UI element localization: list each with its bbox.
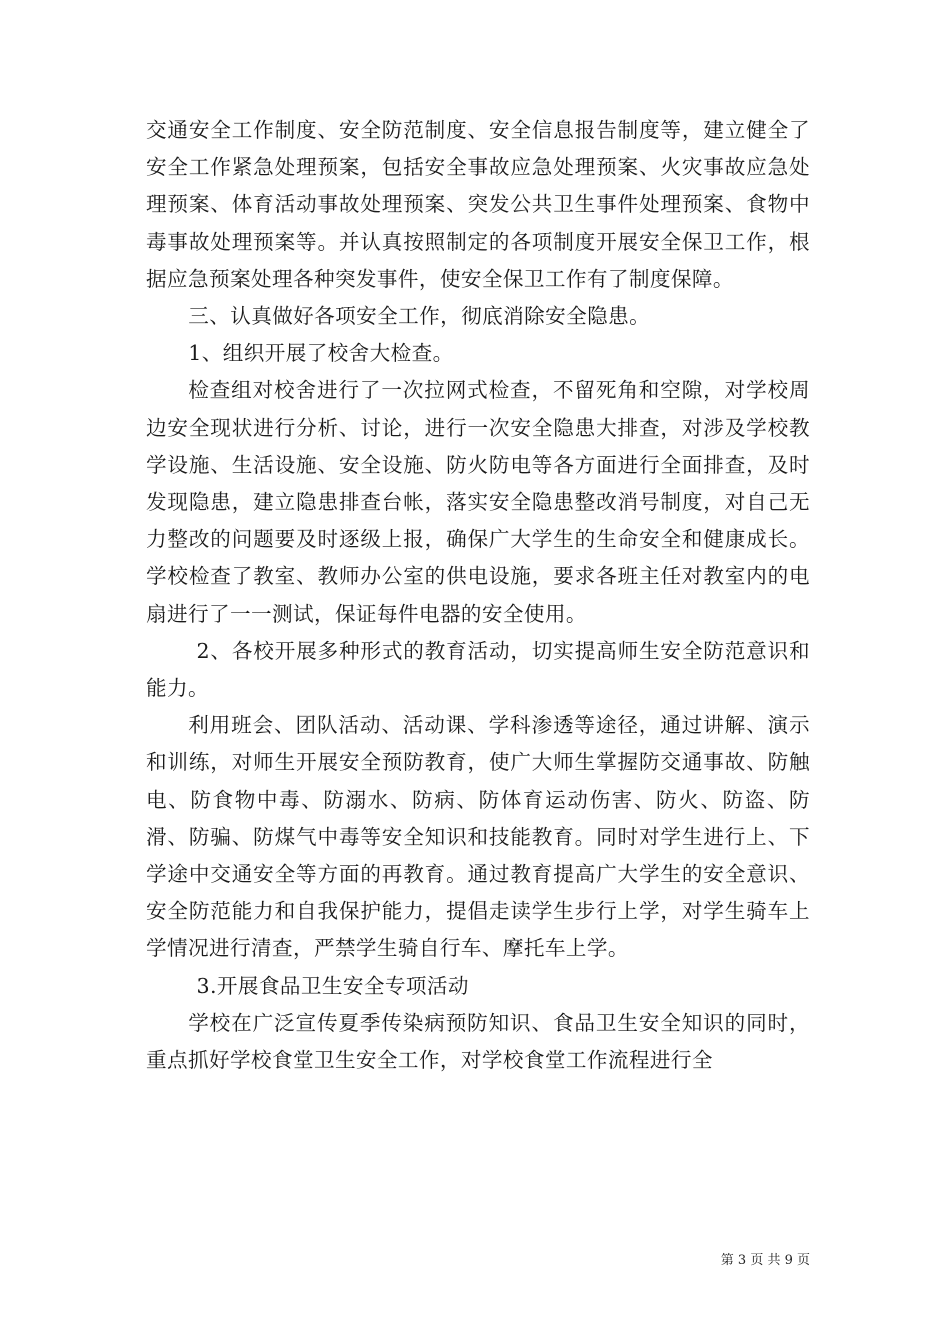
subheading-3: 3.开展食品卫生安全专项活动 — [196, 973, 469, 998]
paragraph-safety-systems: 交通安全工作制度、安全防范制度、安全信息报告制度等，建立健全了安全工作紧急处理预案，包括安全事故应急处理预案、火灾事故应急处理预案、体育活动事故处理预案、突发公共卫生事件处理预案、食物中毒事故处理预案等。并认真按照制定的各项制度开展安全保卫工作，根据应急预案处理各种突发事件，使安全保卫工作有了制度保障。 — [146, 118, 810, 291]
page-number: 第 3 页 共 9 页 — [720, 1253, 810, 1268]
paragraph-food-safety: 学校在广泛宣传夏季传染病预防知识、食品卫生安全知识的同时，重点抓好学校食堂卫生安全工作，对学校食堂工作流程进行全 — [146, 1010, 810, 1073]
paragraph-inspection: 检查组对校舍进行了一次拉网式检查，不留死角和空隙，对学校周边安全现状进行分析、讨论，进行一次安全隐患大排查，对涉及学校教学设施、生活设施、安全设施、防火防电等各方面进行全面排查，及时发现隐患，建立隐患排查台帐，落实安全隐患整改消号制度，对自己无力整改的问题要及时逐级上报，确保广大学生的生命安全和健康成长。学校检查了教室、教师办公室的供电设施，要求各班主任对教室内的电扇进行了一一测试，保证每件电器的安全使用。 — [146, 378, 810, 626]
subheading-2: 2、各校开展多种形式的教育活动，切实提高师生安全防范意识和能力。 — [146, 638, 810, 701]
document-body — [146, 112, 810, 1079]
subheading-1: 1、组织开展了校舍大检查。 — [188, 341, 454, 366]
section-heading-3: 三、认真做好各项安全工作，彻底消除安全隐患。 — [188, 304, 651, 329]
paragraph-education: 利用班会、团队活动、活动课、学科渗透等途径，通过讲解、演示和训练，对师生开展安全预防教育，使广大师生掌握防交通事故、防触电、防食物中毒、防溺水、防病、防体育运动伤害、防火、防盗、防滑、防骗、防煤气中毒等安全知识和技能教育。同时对学生进行上、下学途中交通安全等方面的再教育。通过教育提高广大学生的安全意识、安全防范能力和自我保护能力，提倡走读学生步行上学，对学生骑车上学情况进行清查，严禁学生骑自行车、摩托车上学。 — [146, 713, 810, 961]
